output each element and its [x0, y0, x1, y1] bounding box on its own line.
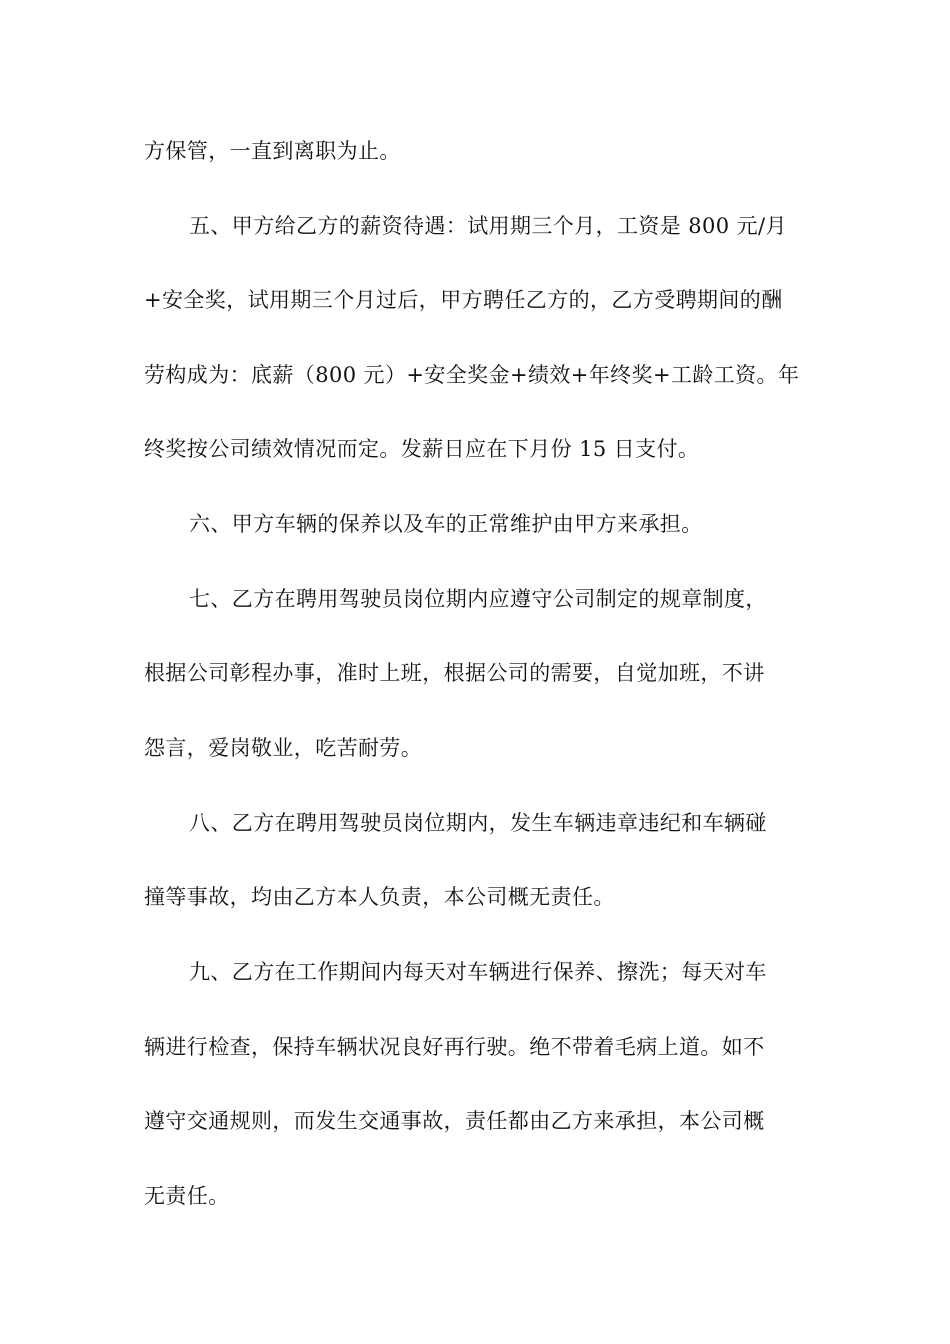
text-line: +安全奖，试用期三个月过后，甲方聘任乙方的，乙方受聘期间的酬 [144, 288, 783, 312]
text-line: 劳构成为：底薪（800 元）+安全奖金+绩效+年终奖+工龄工资。年 [144, 363, 800, 387]
paragraph-7-start: 七、乙方在聘用驾驶员岗位期内应遵守公司制定的规章制度， [189, 587, 767, 611]
text-line: 撞等事故，均由乙方本人负责，本公司概无责任。 [144, 885, 615, 909]
paragraph-5-start: 五、甲方给乙方的薪资待遇：试用期三个月，工资是 800 元/月 [189, 214, 787, 238]
text-line: 怨言，爱岗敬业，吃苦耐劳。 [144, 736, 423, 760]
text-line: 终奖按公司绩效情况而定。发薪日应在下月份 15 日支付。 [144, 437, 700, 461]
text-line: 无责任。 [144, 1184, 230, 1208]
paragraph-8-start: 八、乙方在聘用驾驶员岗位期内，发生车辆违章违纪和车辆碰 [189, 811, 767, 835]
paragraph-9-start: 九、乙方在工作期间内每天对车辆进行保养、擦洗；每天对车 [189, 960, 767, 984]
text-line: 遵守交通规则，而发生交通事故，责任都由乙方来承担，本公司概 [144, 1109, 765, 1133]
paragraph-6: 六、甲方车辆的保养以及车的正常维护由甲方来承担。 [189, 512, 703, 536]
text-line: 方保管，一直到离职为止。 [144, 139, 401, 163]
text-line: 根据公司彰程办事，准时上班，根据公司的需要，自觉加班，不讲 [144, 661, 765, 685]
text-line: 辆进行检查，保持车辆状况良好再行驶。绝不带着毛病上道。如不 [144, 1035, 765, 1059]
